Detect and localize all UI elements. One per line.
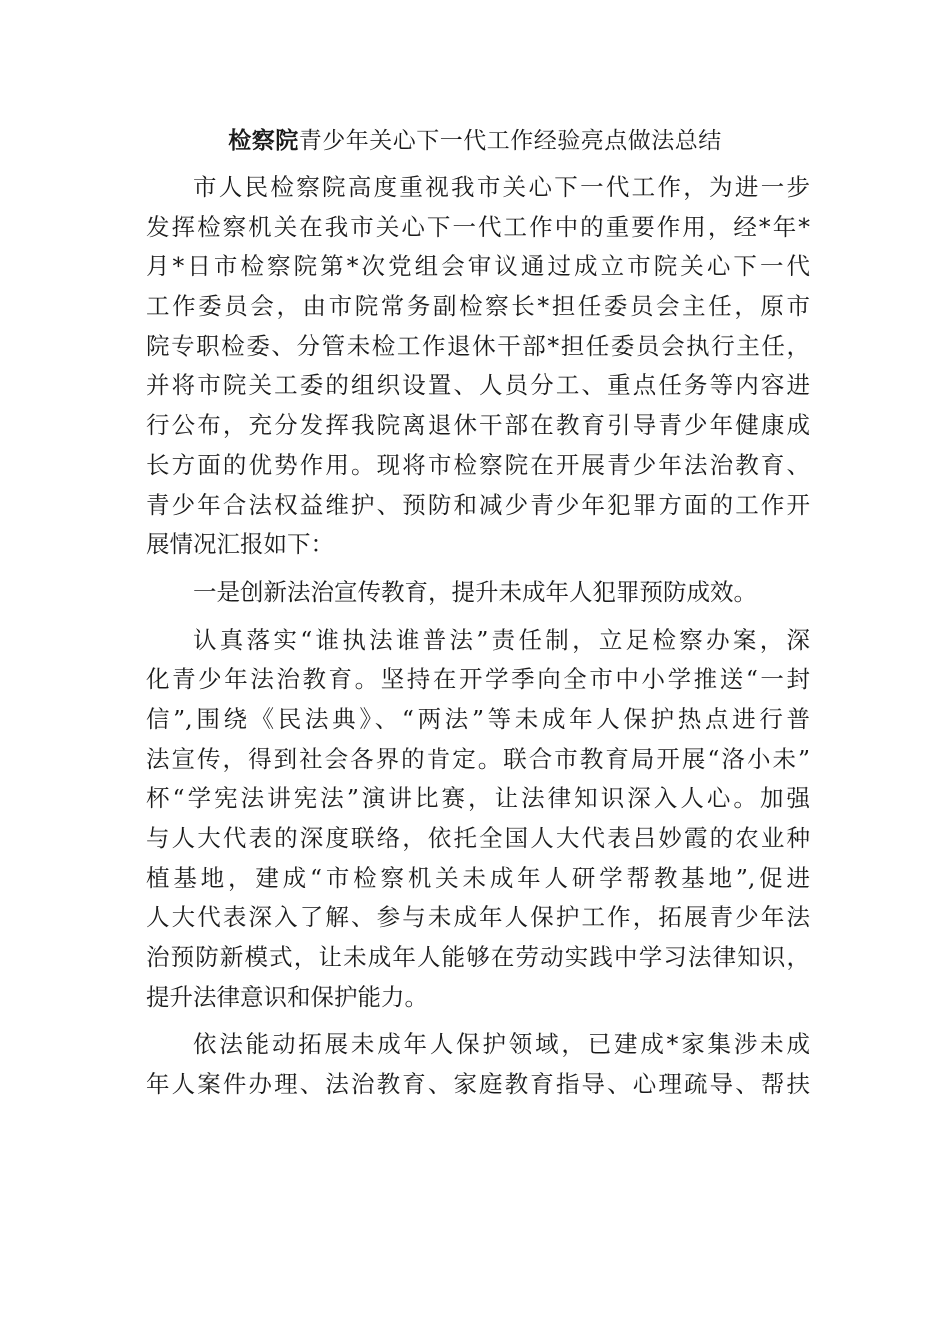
text-line: 院专职检委、分管未检工作退休干部*担任委员会执行主任， — [146, 331, 810, 360]
text-line: 展情况汇报如下： — [146, 530, 334, 559]
document-body — [146, 168, 810, 1105]
text-line: 行公布，充分发挥我院离退休干部在教育引导青少年健康成 — [146, 411, 810, 440]
text-line: 工作委员会，由市院常务副检察长*担任委员会主任，原市 — [146, 292, 810, 321]
document-title — [0, 122, 950, 160]
text-line: 植基地，建成“市检察机关未成年人研学帮教基地”,促进 — [146, 863, 810, 892]
paragraph-intro — [146, 168, 810, 565]
text-line: 月*日市检察院第*次党组会审议通过成立市院关心下一代 — [146, 252, 810, 281]
text-line: 年人案件办理、法治教育、家庭教育指导、心理疏导、帮扶 — [146, 1070, 810, 1099]
paragraph-protection-field — [146, 1025, 810, 1104]
text-line: 信”,围绕《民法典》、“两法”等未成年人保护热点进行普 — [146, 704, 810, 733]
text-line: 依法能动拓展未成年人保护领域，已建成*家集涉未成 — [193, 1030, 810, 1059]
text-line: 杯“学宪法讲宪法”演讲比赛，让法律知识深入人心。加强 — [146, 784, 810, 813]
text-line: 治预防新模式，让未成年人能够在劳动实践中学习法律知识， — [146, 943, 810, 972]
text-line: 提升法律意识和保护能力。 — [146, 982, 428, 1011]
paragraph-heading-one — [146, 573, 810, 613]
text-line: 一是创新法治宣传教育，提升未成年人犯罪预防成效。 — [193, 577, 757, 606]
text-line: 化青少年法治教育。坚持在开学季向全市中小学推送“一封 — [146, 665, 810, 694]
text-line: 认真落实“谁执法谁普法”责任制，立足检察办案，深 — [193, 625, 810, 654]
title-bold-part: 检察院 — [228, 127, 299, 154]
text-line: 与人大代表的深度联络，依托全国人大代表吕妙霞的农业种 — [146, 824, 810, 852]
text-line: 发挥检察机关在我市关心下一代工作中的重要作用，经*年* — [146, 212, 810, 241]
text-line: 人大代表深入了解、参与未成年人保护工作，拓展青少年法 — [146, 903, 810, 932]
text-line: 青少年合法权益维护、预防和减少青少年犯罪方面的工作开 — [146, 490, 810, 519]
paragraph-legal-education — [146, 621, 810, 1018]
title-rest-part: 青少年关心下一代工作经验亮点做法总结 — [298, 128, 722, 154]
text-line: 市人民检察院高度重视我市关心下一代工作，为进一步 — [193, 173, 810, 201]
text-line: 法宣传，得到社会各界的肯定。联合市教育局开展“洛小未” — [146, 744, 810, 773]
text-line: 并将市院关工委的组织设置、人员分工、重点任务等内容进 — [146, 371, 810, 400]
text-line: 长方面的优势作用。现将市检察院在开展青少年法治教育、 — [146, 450, 810, 479]
